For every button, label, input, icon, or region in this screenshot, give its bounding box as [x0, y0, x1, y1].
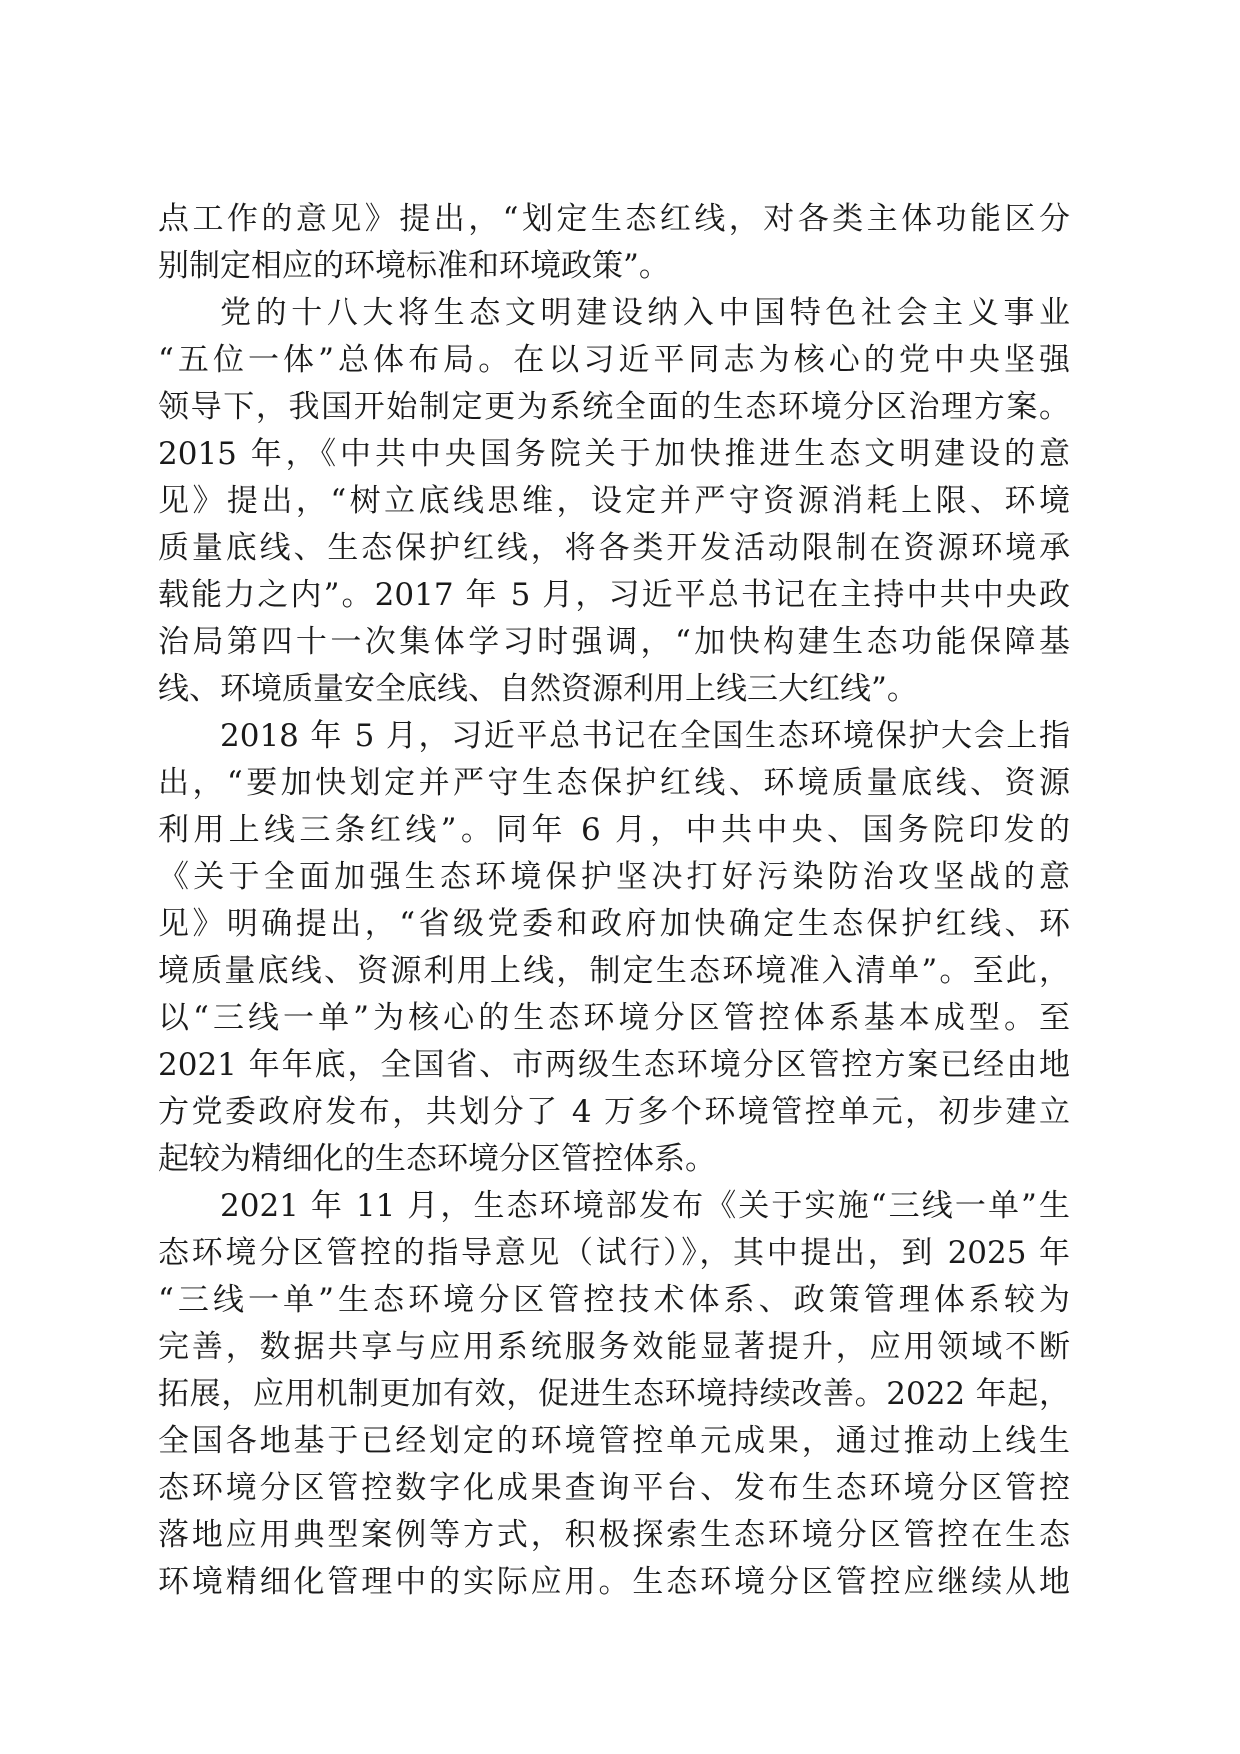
- text-line: 载能力之内”。2017 年 5 月，习近平总书记在主持中共中央政: [158, 577, 1070, 613]
- paragraph: [158, 713, 1070, 1183]
- text-line: 《关于全面加强生态环境保护坚决打好污染防治攻坚战的意: [158, 859, 1070, 895]
- text-line: 2021 年年底，全国省、市两级生态环境分区管控方案已经由地: [158, 1047, 1070, 1083]
- text-line: “五位一体”总体布局。在以习近平同志为核心的党中央坚强: [158, 342, 1070, 378]
- text-line: 出，“要加快划定并严守生态保护红线、环境质量底线、资源: [158, 765, 1070, 801]
- body-text: [158, 196, 1070, 1606]
- text-line: 质量底线、生态保护红线，将各类开发活动限制在资源环境承: [158, 530, 1070, 566]
- paragraph: [158, 1183, 1070, 1606]
- text-line: “三线一单”生态环境分区管控技术体系、政策管理体系较为: [158, 1282, 1070, 1318]
- text-line: 全国各地基于已经划定的环境管控单元成果，通过推动上线生: [158, 1423, 1070, 1459]
- text-line: 态环境分区管控数字化成果查询平台、发布生态环境分区管控: [158, 1470, 1070, 1506]
- paragraph: [158, 196, 1070, 290]
- text-line: 以“三线一单”为核心的生态环境分区管控体系基本成型。至: [158, 1000, 1070, 1036]
- text-line: 点工作的意见》提出，“划定生态红线，对各类主体功能区分: [158, 201, 1070, 237]
- text-line: 领导下，我国开始制定更为系统全面的生态环境分区治理方案。: [158, 389, 1070, 425]
- text-line: 别制定相应的环境标准和环境政策”。: [158, 248, 670, 284]
- text-line: 党的十八大将生态文明建设纳入中国特色社会主义事业: [220, 295, 1070, 331]
- text-line: 2018 年 5 月，习近平总书记在全国生态环境保护大会上指: [220, 718, 1070, 754]
- text-line: 境质量底线、资源利用上线，制定生态环境准入清单”。至此，: [158, 953, 1070, 989]
- text-line: 见》提出，“树立底线思维，设定并严守资源消耗上限、环境: [158, 483, 1070, 519]
- text-line: 完善，数据共享与应用系统服务效能显著提升，应用领域不断: [158, 1329, 1070, 1365]
- text-line: 2021 年 11 月，生态环境部发布《关于实施“三线一单”生: [220, 1188, 1070, 1224]
- text-line: 环境精细化管理中的实际应用。生态环境分区管控应继续从地: [158, 1564, 1070, 1600]
- text-line: 利用上线三条红线”。同年 6 月，中共中央、国务院印发的: [158, 812, 1070, 848]
- text-line: 态环境分区管控的指导意见（试行）》，其中提出，到 2025 年: [158, 1235, 1070, 1271]
- text-line: 治局第四十一次集体学习时强调，“加快构建生态功能保障基: [158, 624, 1070, 660]
- text-line: 拓展，应用机制更加有效，促进生态环境持续改善。2022 年起，: [158, 1376, 1070, 1412]
- text-line: 方党委政府发布，共划分了 4 万多个环境管控单元，初步建立: [158, 1094, 1070, 1130]
- text-line: 线、环境质量安全底线、自然资源利用上线三大红线”。: [158, 671, 918, 707]
- paragraph: [158, 290, 1070, 713]
- text-line: 见》明确提出，“省级党委和政府加快确定生态保护红线、环: [158, 906, 1070, 942]
- text-line: 落地应用典型案例等方式，积极探索生态环境分区管控在生态: [158, 1517, 1070, 1553]
- text-line: 2015 年，《中共中央国务院关于加快推进生态文明建设的意: [158, 436, 1070, 472]
- text-line: 起较为精细化的生态环境分区管控体系。: [158, 1141, 716, 1177]
